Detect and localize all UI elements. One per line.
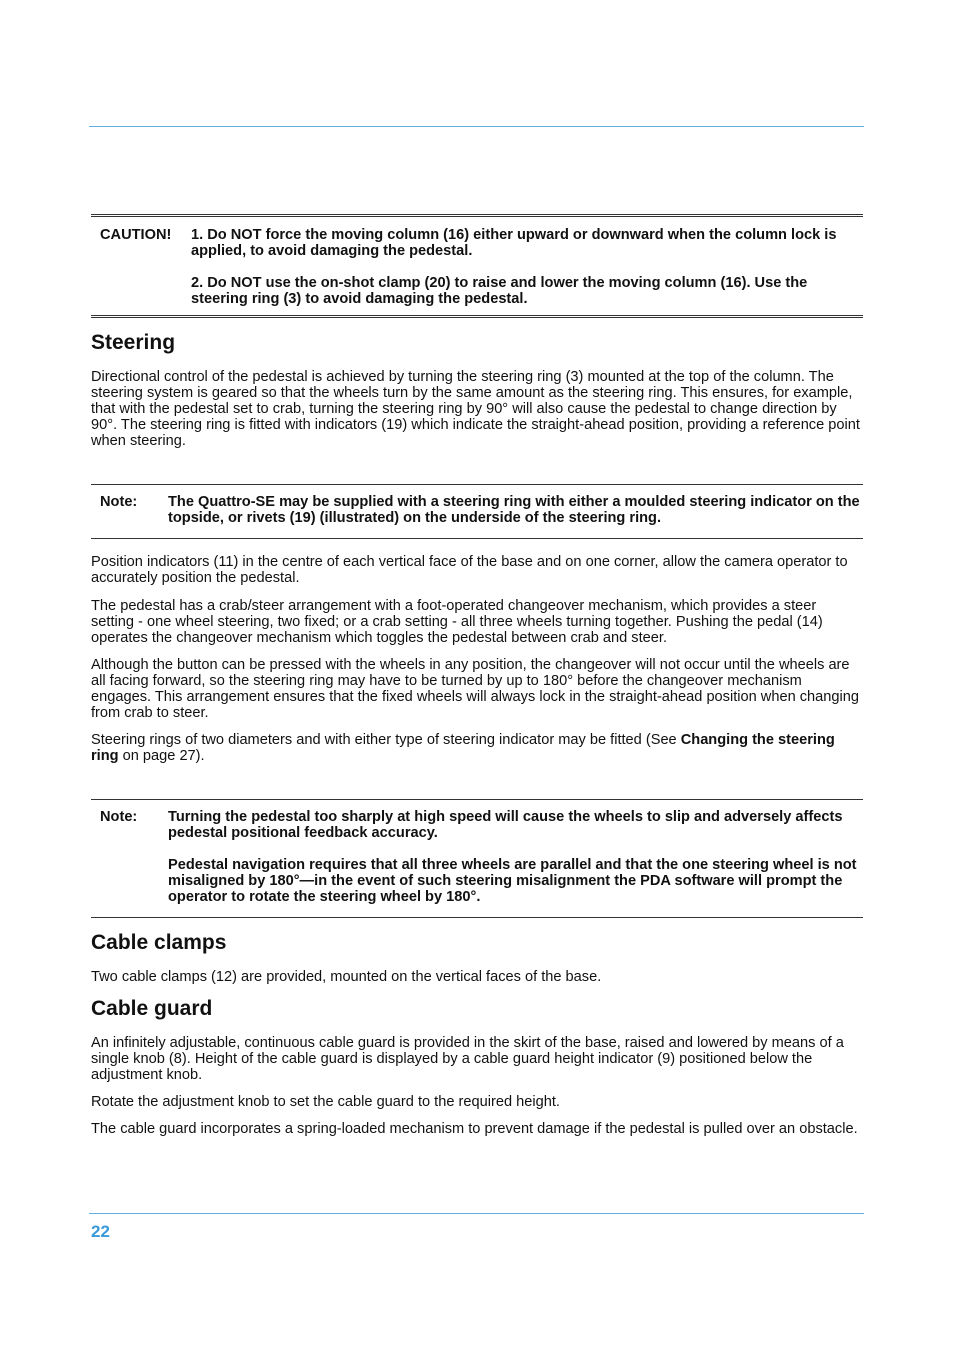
section-title-steering: Steering bbox=[91, 331, 176, 354]
cable-guard-paragraph: The cable guard incorporates a spring-loaded mechanism to prevent damage if the pedestal is pulled over an obstacle. bbox=[91, 1121, 858, 1137]
caution-item: 1. Do NOT force the moving column (16) either upward or downward when the column lock is applied, to avoid damaging the pedestal. bbox=[191, 227, 837, 259]
note-box bbox=[91, 799, 863, 918]
header-rule bbox=[89, 126, 864, 127]
caution-item: 2. Do NOT use the on-shot clamp (20) to raise and lower the moving column (16). Use the steering ring (3) to avoid damaging the pedestal. bbox=[191, 275, 808, 307]
section-title-cable-guard: Cable guard bbox=[91, 997, 213, 1020]
page-number: 22 bbox=[91, 1222, 110, 1241]
cable-clamps-paragraph: Two cable clamps (12) are provided, mounted on the vertical faces of the base. bbox=[91, 969, 602, 985]
steering-paragraph: Directional control of the pedestal is achieved by turning the steering ring (3) mounted at the top of the column. The steering system is geared so that the wheels turn by the same amount as the steering ring. This ensures, for example, that with the pedestal set to crab, turning the steering ring by 90° will also cause the pedestal to change direction by 90°. The steering ring is fitted with indicators (19) which indicate the straight-ahead position, providing a reference point when steering. bbox=[91, 369, 860, 449]
page-content bbox=[91, 214, 863, 1137]
note-body bbox=[168, 494, 863, 526]
steering-paragraph: Although the button can be pressed with the wheels in any position, the changeover will not occur until the wheels are all facing forward, so the steering ring may have to be turned by up to 180° before the changeover mechanism engages. This arrangement ensures that the fixed wheels will always lock in the straight-ahead position when changing from crab to steer. bbox=[91, 657, 859, 721]
text-run: on page 27). bbox=[118, 748, 205, 764]
note-box bbox=[91, 484, 863, 539]
cross-reference: Changing the steering ring bbox=[91, 732, 835, 764]
cable-guard-paragraph: Rotate the adjustment knob to set the cable guard to the required height. bbox=[91, 1094, 560, 1110]
steering-paragraph: The pedestal has a crab/steer arrangement with a foot-operated changeover mechanism, which provides a steer setting - one wheel steering, two fixed; or a crab setting - all three wheels turning together. Pushing the pedal (14) operates the changeover mechanism which toggles the pedestal between crab and steer. bbox=[91, 598, 823, 646]
steering-paragraph: Position indicators (11) in the centre of each vertical face of the base and on one corner, allow the camera operator to accurately position the pedestal. bbox=[91, 554, 848, 586]
cable-guard-paragraph: An infinitely adjustable, continuous cable guard is provided in the skirt of the base, raised and lowered by means of a single knob (8). Height of the cable guard is displayed by a cable guard height indicator (9) positioned below the adjustment knob. bbox=[91, 1035, 844, 1083]
footer-rule bbox=[89, 1213, 864, 1214]
note-text: Pedestal navigation requires that all three wheels are parallel and that the one steering wheel is not misaligned by 180°—in the event of such steering misalignment the PDA software will prompt the operator to rotate the steering wheel by 180°. bbox=[168, 857, 857, 905]
section-title-cable-clamps: Cable clamps bbox=[91, 931, 227, 954]
caution-label: CAUTION! bbox=[100, 227, 172, 243]
text-run: Steering rings of two diameters and with either type of steering indicator may be fitted (See bbox=[91, 732, 681, 748]
note-text: The Quattro-SE may be supplied with a steering ring with either a moulded steering indicator on the topside, or rivets (19) (illustrated) on the underside of the steering ring. bbox=[168, 494, 860, 526]
caution-box bbox=[91, 214, 863, 318]
caution-body bbox=[191, 227, 863, 307]
note-label: Note: bbox=[100, 494, 138, 510]
note-body bbox=[168, 809, 863, 905]
note-label: Note: bbox=[100, 809, 138, 825]
note-text: Turning the pedestal too sharply at high speed will cause the wheels to slip and adversely affects pedestal positional feedback accuracy. bbox=[168, 809, 843, 841]
steering-paragraph bbox=[91, 732, 863, 764]
